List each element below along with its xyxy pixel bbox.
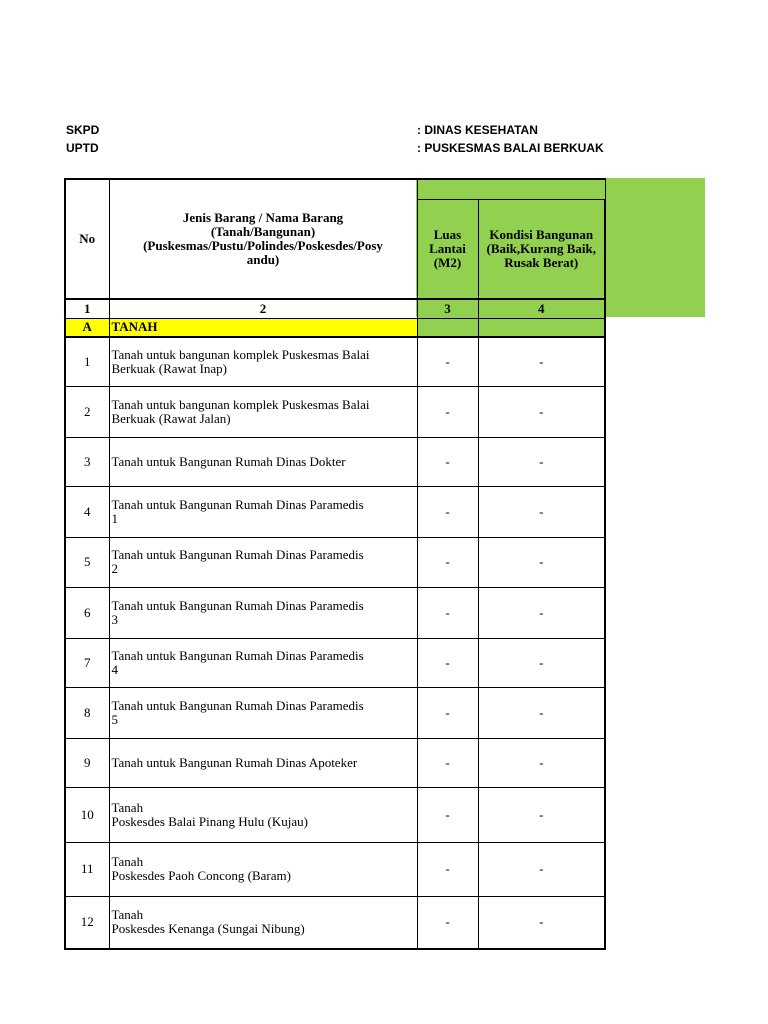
table-row (65, 537, 605, 587)
row-kondisi: - (478, 337, 605, 386)
table-row (65, 337, 605, 386)
row-name (109, 337, 417, 386)
row-luas: - (417, 587, 478, 638)
row-number: 1 (65, 337, 109, 386)
table-row (65, 787, 605, 842)
section-luas (417, 318, 478, 337)
table-row (65, 842, 605, 896)
row-name (109, 587, 417, 638)
row-number: 7 (65, 638, 109, 687)
row-luas: - (417, 738, 478, 787)
row-kondisi: - (478, 738, 605, 787)
row-number: 10 (65, 787, 109, 842)
section-kondisi (478, 318, 605, 337)
row-number: 2 (65, 386, 109, 437)
row-kondisi: - (478, 787, 605, 842)
row-name-line: Tanah untuk Bangunan Rumah Dinas Paramedis (111, 697, 364, 713)
table-row (65, 738, 605, 787)
row-luas: - (417, 787, 478, 842)
row-name-line: Tanah (111, 799, 144, 815)
row-luas: - (417, 386, 478, 437)
row-luas: - (417, 842, 478, 896)
table-row (65, 687, 605, 738)
header-kondisi: Kondisi Bangunan (Baik,Kurang Baik, Rusak Berat) (478, 199, 605, 299)
row-name (109, 437, 417, 486)
row-kondisi: - (478, 587, 605, 638)
header-no: No (65, 179, 109, 299)
row-name-line: 3 (111, 611, 118, 627)
row-number: 11 (65, 842, 109, 896)
row-name (109, 687, 417, 738)
header-luas: Luas Lantai (M2) (417, 199, 478, 299)
row-name (109, 537, 417, 587)
row-luas: - (417, 486, 478, 537)
row-name (109, 386, 417, 437)
header-name: Jenis Barang / Nama Barang (Tanah/Bangunan) (Puskesmas/Pustu/Polindes/Poskesdes/Posy andu) (109, 179, 417, 299)
row-luas: - (417, 437, 478, 486)
row-name-line: 5 (111, 711, 118, 727)
row-name-line: Poskesdes Balai Pinang Hulu (Kujau) (111, 813, 308, 829)
row-name-line: Berkuak (Rawat Jalan) (111, 410, 231, 426)
section-title: TANAH (109, 318, 417, 337)
row-name (109, 787, 417, 842)
row-number: 6 (65, 587, 109, 638)
table-row (65, 587, 605, 638)
num-col-4: 4 (478, 299, 605, 318)
row-name-line: Tanah untuk Bangunan Rumah Dinas Apoteker (111, 754, 358, 770)
row-kondisi: - (478, 386, 605, 437)
row-name (109, 842, 417, 896)
row-luas: - (417, 896, 478, 949)
row-name (109, 738, 417, 787)
row-name (109, 486, 417, 537)
row-name-line: Tanah untuk Bangunan Rumah Dinas Paramedis (111, 597, 364, 613)
row-kondisi: - (478, 437, 605, 486)
table-row (65, 486, 605, 537)
row-number: 3 (65, 437, 109, 486)
row-number: 12 (65, 896, 109, 949)
asset-table (64, 178, 606, 950)
skpd-label: SKPD (66, 123, 100, 137)
header-green-band (417, 179, 605, 199)
row-name-line: Tanah untuk Bangunan Rumah Dinas Paramedis (111, 547, 364, 562)
row-name-line: Tanah untuk Bangunan Rumah Dinas Paramedis (111, 496, 364, 512)
row-name-line: Tanah untuk bangunan komplek Puskesmas Balai (111, 396, 370, 412)
row-name-line: Poskesdes Kenanga (Sungai Nibung) (111, 921, 305, 937)
table-row (65, 386, 605, 437)
row-name-line: 2 (111, 561, 118, 576)
row-number: 4 (65, 486, 109, 537)
row-name-line: Berkuak (Rawat Inap) (111, 360, 228, 376)
row-luas: - (417, 537, 478, 587)
row-name (109, 638, 417, 687)
row-kondisi: - (478, 638, 605, 687)
row-name-line: Tanah untuk Bangunan Rumah Dinas Paramedis (111, 647, 364, 663)
row-name-line: Poskesdes Paoh Concong (Baram) (111, 868, 291, 883)
row-kondisi: - (478, 687, 605, 738)
table-row (65, 896, 605, 949)
table-row (65, 437, 605, 486)
row-luas: - (417, 337, 478, 386)
uptd-value: : PUSKESMAS BALAI BERKUAK (417, 141, 604, 155)
row-name-line: Tanah (111, 854, 144, 869)
row-name (109, 896, 417, 949)
row-luas: - (417, 687, 478, 738)
row-luas: - (417, 638, 478, 687)
row-number: 9 (65, 738, 109, 787)
row-name-line: Tanah untuk Bangunan Rumah Dinas Dokter (111, 453, 346, 469)
section-code: A (65, 318, 109, 337)
row-name-line: 1 (111, 510, 118, 526)
row-number: 8 (65, 687, 109, 738)
row-kondisi: - (478, 896, 605, 949)
row-name-line: 4 (111, 661, 118, 677)
uptd-label: UPTD (66, 141, 99, 155)
row-kondisi: - (478, 842, 605, 896)
row-name-line: Tanah untuk bangunan komplek Puskesmas Balai (111, 346, 370, 362)
num-col-1: 1 (65, 299, 109, 318)
table-row (65, 638, 605, 687)
skpd-value: : DINAS KESEHATAN (417, 123, 538, 137)
num-col-2: 2 (109, 299, 417, 318)
row-number: 5 (65, 537, 109, 587)
row-kondisi: - (478, 537, 605, 587)
row-kondisi: - (478, 486, 605, 537)
row-name-line: Tanah (111, 907, 144, 923)
num-col-3: 3 (417, 299, 478, 318)
